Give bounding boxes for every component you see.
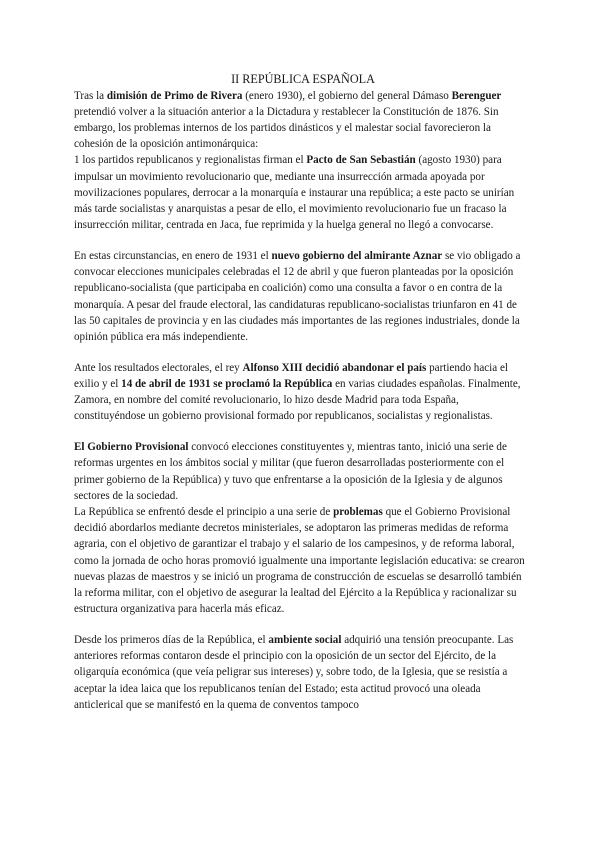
- text-run: La República se enfrentó desde el principio a una serie de: [74, 506, 334, 519]
- paragraph: [74, 152, 532, 233]
- text-run: partiendo hacia el exilio y el: [74, 361, 508, 391]
- text-run: Tras la: [74, 89, 107, 102]
- document-body: [74, 88, 532, 713]
- text-run: En estas circunstancias, en enero de 1931 el: [74, 250, 272, 263]
- text-run: adquirió una tensión preocupante. Las anteriores reformas contaron desde el principio con la oposición de un sector del Ejército, de la oligarquía económica (que veía peligrar sus intereses) y, sobre todo, de la Iglesia, que se resistía a aceptar la idea laica que los republicanos tenían del Estado; esta actitud provocó una oleada anticlerical que se manifestó en la quema de conventos tampoco: [74, 634, 514, 711]
- paragraph: [74, 632, 532, 713]
- text-run: pretendió volver a la situación anterior a la Dictadura y restablecer la Constitución de 1876. Sin embargo, los problemas internos de los partidos dinásticos y el malestar social favorecieron la cohesión de la oposición antimonárquica:: [74, 105, 499, 151]
- bold-text: Alfonso XIII decidió abandonar el país: [242, 361, 427, 374]
- text-run: convocó elecciones constituyentes y, mientras tanto, inició una serie de reformas urgentes en los ámbitos social y militar (que fueron desarrolladas posteriormente con el primer gobierno de la República) y tuvo que enfrentarse a la oposición de la Iglesia y de algunos sectores de la sociedad.: [74, 441, 507, 502]
- bold-text: dimisión de Primo de Rivera: [106, 89, 243, 102]
- bold-text: Pacto de San Sebastián: [306, 154, 416, 167]
- text-run: Desde los primeros días de la República, el: [74, 634, 269, 647]
- bold-text: problemas: [333, 506, 383, 519]
- bold-text: 14 de abril de 1931 se proclamó la República: [121, 378, 333, 391]
- paragraph: [74, 360, 532, 425]
- text-run: que el Gobierno Provisional decidió abordarlos mediante decretos ministeriales, se adoptaron las primeras medidas de reforma agraria, con el objetivo de garantizar el trabajo y el salario de los campesinos, y de reforma laboral, como la jornada de ocho horas promovió igualmente una importante legislación educativa: se crearon nuevas plazas de maestros y se inició un programa de construcción de escuelas se desarrolló también la reforma militar, con el objetivo de asegurar la lealtad del Ejército a la República y racionalizar su estructura organizativa para hacerla más eficaz.: [74, 506, 525, 616]
- text-run: Ante los resultados electorales, el rey: [74, 361, 243, 374]
- paragraph: [74, 439, 532, 504]
- text-run: se vio obligado a convocar elecciones municipales celebradas el 12 de abril y que fueron planteadas por la oposición republicano-socialista (que participaba en coalición) como una consulta a favor o en contra de la monarquía. A pesar del fraude electoral, las candidaturas republicano-socialistas triunfaron en 41 de las 50 capitales de provincia y en las ciudades más importantes de las regiones industriales, donde la opinión pública era más independiente.: [74, 250, 521, 344]
- bold-text: Berenguer: [451, 89, 502, 102]
- paragraph: [74, 88, 532, 153]
- bold-text: El Gobierno Provisional: [74, 441, 189, 454]
- paragraph: [74, 504, 532, 617]
- text-run: (agosto 1930) para impulsar un movimiento revolucionario que, mediante una insurrección armada apoyada por movilizaciones populares, derrocar a la monarquía e instaurar una república; a este pacto se unirían más tarde socialistas y anarquistas a pesar de ello, el movimiento revolucionario fue un fracaso la insurrección militar, centrada en Jaca, fue reprimida y la huelga general no llegó a convocarse.: [74, 154, 515, 232]
- bold-text: ambiente social: [268, 634, 342, 647]
- document-page: [74, 71, 532, 713]
- text-run: 1 los partidos republicanos y regionalistas firman el: [74, 154, 307, 167]
- text-run: (enero 1930), el gobierno del general Dámaso: [242, 89, 452, 102]
- bold-text: nuevo gobierno del almirante Aznar: [271, 250, 443, 263]
- document-title: II REPÚBLICA ESPAÑOLA: [231, 72, 375, 86]
- paragraph: [74, 248, 532, 345]
- text-run: en varias ciudades españolas. Finalmente, Zamora, en nombre del comité revolucionario, lo hizo desde Madrid para toda España, constituyéndose un gobierno provisional formado por republicanos, socialistas y regionalistas.: [74, 378, 521, 423]
